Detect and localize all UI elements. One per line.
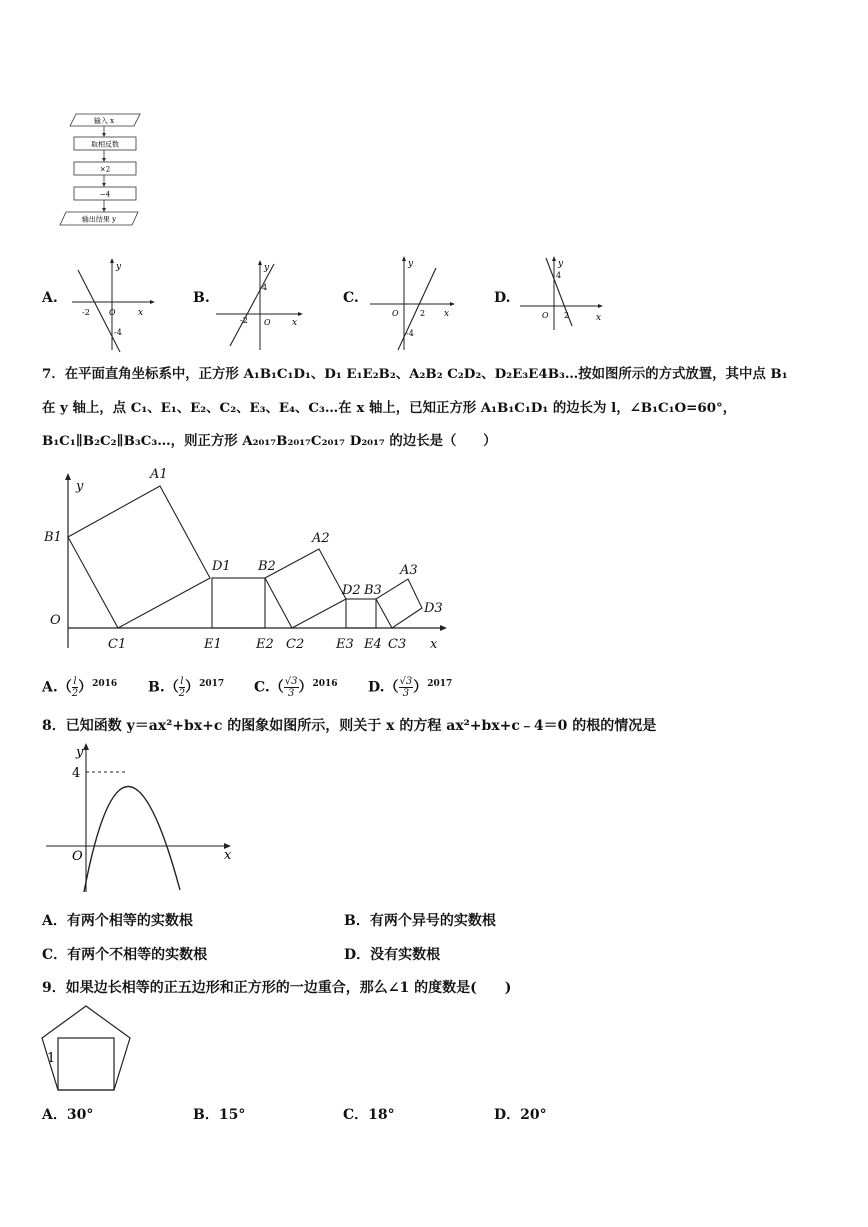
q7-option-a: A.（ $\frac{l}{2}$ ）$^{2016}$ [42, 676, 118, 699]
q7-option-b: B.（ $\frac{l}{2}$ ）$^{2017}$ [148, 676, 225, 699]
svg-text:O: O [50, 613, 61, 628]
flowchart-step-5: 输出结果 y [81, 215, 117, 224]
q6-d-x-tick: 2 [564, 311, 570, 320]
label-a2: A2 [312, 531, 330, 546]
square-d1e1e2b2 [212, 578, 265, 628]
q8-stem: 8．已知函数 y＝ax²+bx+c 的图象如图所示，则关于 x 的方程 ax²+bx+c﹣4＝0 的根的情况是 [42, 718, 657, 734]
svg-text:x: x [224, 848, 232, 863]
flowchart [52, 108, 148, 232]
svg-text:O: O [542, 311, 549, 320]
svg-text:O: O [264, 318, 271, 327]
label-e2: E2 [256, 637, 274, 652]
label-b3: B3 [364, 583, 382, 598]
q6-option-b-letter: B. [193, 290, 210, 306]
svg-text:y: y [116, 262, 122, 272]
label-c3: C3 [388, 637, 407, 652]
q6-graph-a [70, 258, 156, 354]
q9-option-a: A．30° [42, 1107, 94, 1123]
svg-text:y: y [76, 745, 84, 760]
q7-figure [40, 462, 450, 658]
q6-d-y-tick: 4 [556, 271, 562, 280]
label-a3: A3 [400, 563, 418, 578]
svg-text:y: y [264, 263, 270, 273]
svg-text:y: y [408, 259, 414, 269]
svg-text:O: O [109, 308, 116, 317]
q8-option-d: D．没有实数根 [344, 947, 441, 963]
flowchart-step-1: 输入 x [93, 117, 115, 125]
svg-text:x: x [430, 637, 438, 652]
label-e3: E3 [336, 637, 354, 652]
label-d3: D3 [424, 601, 443, 616]
pentagon [42, 1006, 130, 1090]
svg-text:x: x [444, 309, 450, 319]
label-b1: B1 [44, 530, 62, 545]
q6-b-x-tick: -2 [240, 316, 248, 325]
svg-text:x: x [596, 313, 602, 323]
q8-figure [40, 740, 240, 896]
label-c1: C1 [108, 637, 127, 652]
q7-stem-line-1: 7．在平面直角坐标系中，正方形 A₁B₁C₁D₁、D₁ E₁E₂B₂、A₂B₂ C₂D₂、D₂E₃E4B₃…按如图所示的方式放置，其中点 B₁ [42, 366, 788, 382]
label-e4: E4 [364, 637, 382, 652]
q6-b-y-tick: 4 [262, 283, 268, 292]
svg-text:O: O [72, 849, 83, 864]
q9-option-c: C．18° [343, 1107, 395, 1123]
label-d2: D2 [342, 583, 361, 598]
angle-1-label: 1 [47, 1051, 56, 1066]
flowchart-step-2: 取相反数 [91, 140, 119, 149]
svg-text:O: O [392, 309, 399, 318]
q7-stem-line-3: B₁C₁∥B₂C₂∥B₃C₃…，则正方形 A₂₀₁₇B₂₀₁₇C₂₀₁₇ D₂₀₁₇ 的边长是（ ） [42, 433, 497, 449]
q6-a-y-tick: -4 [114, 328, 122, 337]
peak-label: 4 [72, 766, 81, 781]
q7-stem-line-2: 在 y 轴上，点 C₁、E₁、E₂、C₂、E₃、E₄、C₃…在 x 轴上，已知正方形 A₁B₁C₁D₁ 的边长为 l，∠B₁C₁O=60°， [42, 400, 737, 416]
square-2 [265, 549, 346, 628]
label-c2: C2 [286, 637, 305, 652]
label-e1: E1 [204, 637, 222, 652]
square-d2e3e4b3 [346, 599, 376, 628]
q8-option-a: A．有两个相等的实数根 [42, 913, 193, 929]
q6-graph-c [368, 254, 460, 354]
svg-text:x: x [138, 308, 144, 318]
square-3 [376, 579, 422, 628]
q6-graph-b [214, 258, 306, 354]
label-d1: D1 [212, 559, 231, 574]
q9-stem: 9．如果边长相等的正五边形和正方形的一边重合，那么∠1 的度数是( ) [42, 980, 512, 996]
flowchart-step-3: ×2 [99, 165, 111, 174]
q6-option-a-letter: A. [42, 290, 58, 306]
q9-figure [38, 1002, 142, 1098]
q6-option-c-letter: C. [343, 290, 359, 306]
q6-c-y-tick: -4 [406, 329, 414, 338]
square [58, 1038, 114, 1090]
svg-text:x: x [292, 318, 298, 328]
q8-option-b: B．有两个异号的实数根 [344, 913, 496, 929]
q9-option-b: B．15° [193, 1107, 246, 1123]
parabola [84, 786, 180, 892]
svg-text:y: y [558, 259, 564, 269]
q6-a-x-tick: -2 [82, 308, 90, 317]
q8-option-c: C．有两个不相等的实数根 [42, 947, 208, 963]
flowchart-step-4: −4 [99, 190, 111, 199]
square-1 [68, 486, 210, 628]
q6-graph-d [518, 254, 610, 334]
svg-text:y: y [76, 479, 84, 494]
q9-option-d: D．20° [494, 1107, 547, 1123]
q6-c-x-tick: 2 [420, 309, 426, 318]
label-a1: A1 [150, 467, 168, 482]
q6-option-d-letter: D. [494, 290, 511, 306]
q7-option-d: D.（ $\frac{√3}{3}$ ）$^{2017}$ [368, 676, 453, 699]
label-b2: B2 [258, 559, 276, 574]
q7-option-c: C.（ $\frac{√3}{3}$ ）$^{2016}$ [254, 676, 338, 699]
